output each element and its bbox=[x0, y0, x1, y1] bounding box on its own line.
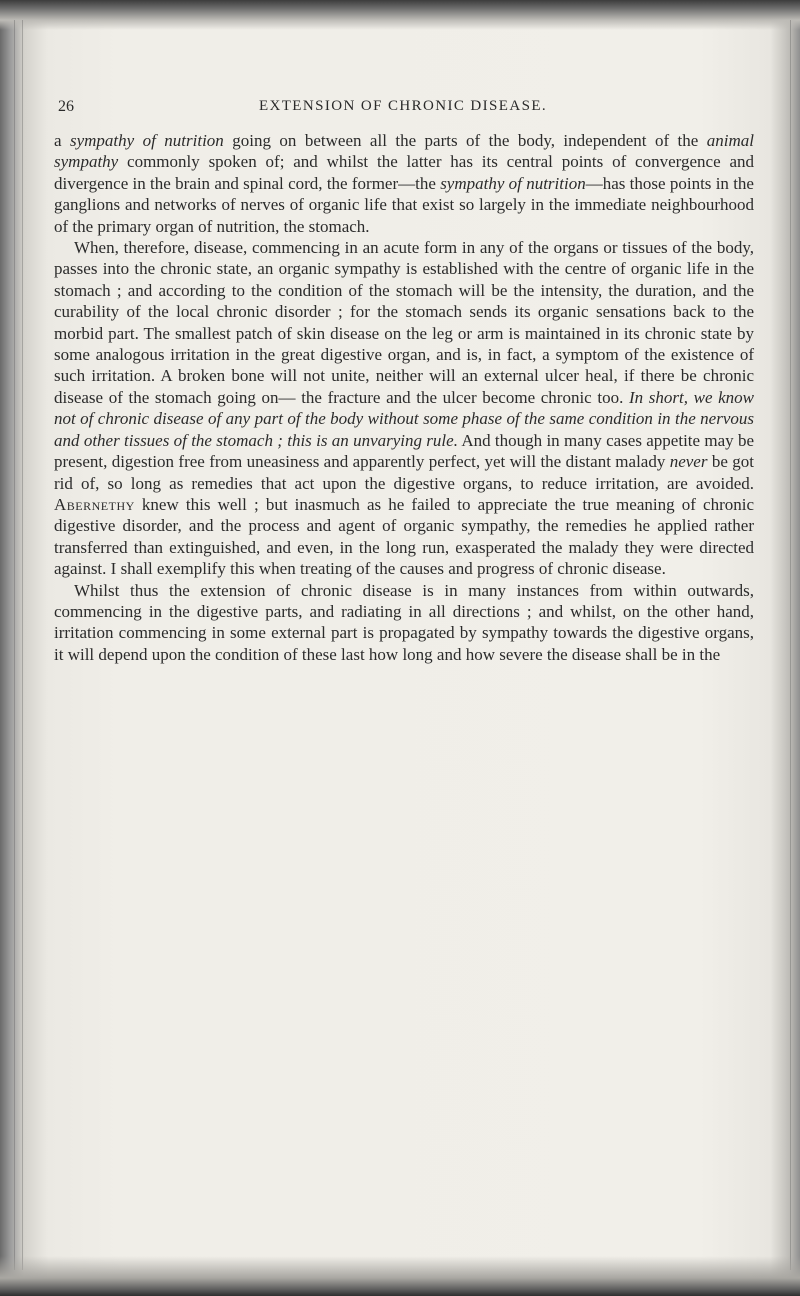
italic-text: sympathy of nutrition bbox=[69, 131, 224, 150]
italic-text: animal sympathy bbox=[54, 131, 754, 172]
small-caps-name: Abernethy bbox=[54, 494, 135, 514]
italic-text: never bbox=[669, 452, 708, 472]
text-run: a bbox=[54, 131, 70, 150]
paragraph bbox=[54, 130, 754, 237]
body-text bbox=[54, 130, 754, 665]
text-run: be got rid of, so long as remedies that act upon the digestive organs, to reduce irritation, are avoided. bbox=[54, 452, 754, 493]
paragraph bbox=[54, 580, 754, 666]
text-run: When, therefore, disease, commencing in an acute form in any of the organs or tissues of the body, passes into the chronic state, an organic sympathy is established with the centre of organic life in the stomach ; and according to the condition of the stomach will be the intensity, the duration, and the curability of the local chronic disorder ; for the stomach sends its organic sensations back to the morbid part. The smallest patch of skin disease on the leg or arm is maintained in its chronic state by some analogous irritation in the great digestive organ, and is, in fact, a symptom of the existence of such irritation. A broken bone will not unite, neither will an external ulcer heal, if there be chronic disease of the stomach going on— the fracture and the ulcer become chronic too. bbox=[54, 238, 754, 407]
text-run: —has those points in the ganglions and networks of nerves of organic life that exist so largely in the immediate neighbourhood of the primary organ of nutrition, the stomach. bbox=[54, 173, 754, 236]
text-run: Whilst thus the extension of chronic disease is in many instances from within outwards, commencing in the digestive parts, and radiating in all directions ; and whilst, on the other hand, irritation commencing in some external part is propagated by sympathy towards the digestive organs, it will depend upon the condition of these last how long and how severe the disease shall be in the bbox=[54, 580, 754, 664]
paragraph bbox=[54, 237, 754, 580]
binding-edge-line bbox=[22, 20, 23, 1270]
binding-edge-line bbox=[14, 20, 15, 1270]
page-header bbox=[58, 98, 748, 122]
italic-text: In short, we know not of chronic disease of any part of the body without some phase of the same condition in the nervous and other tissues of the stomach ; this is an unvarying rule. bbox=[54, 387, 755, 450]
text-run: And though in many cases appetite may be present, digestion free from uneasiness and apparently perfect, yet will the distant malady bbox=[54, 430, 754, 472]
text-run: commonly spoken of; and whilst the latter has its central points of convergence and divergence in the brain and spinal cord, the former—the bbox=[54, 152, 754, 193]
page-bottom-shadow bbox=[0, 1256, 800, 1296]
page-top-shadow bbox=[0, 0, 800, 30]
text-run: going on between all the parts of the body, independent of the bbox=[223, 131, 707, 150]
running-head: EXTENSION OF CHRONIC DISEASE. bbox=[258, 98, 548, 114]
page-number: 26 bbox=[58, 98, 74, 115]
page-edge-line bbox=[790, 20, 791, 1270]
text-run: knew this well ; but inasmuch as he failed to appreciate the true meaning of chronic digestive disorder, and the process and agent of organic sympathy, the remedies he applied rather transferred than extinguished, and even, in the long run, exasperated the malady they were directed against. I shall exemplify this when treating of the causes and progress of chronic disease. bbox=[54, 494, 754, 579]
italic-text: sympathy of nutrition bbox=[440, 173, 586, 193]
